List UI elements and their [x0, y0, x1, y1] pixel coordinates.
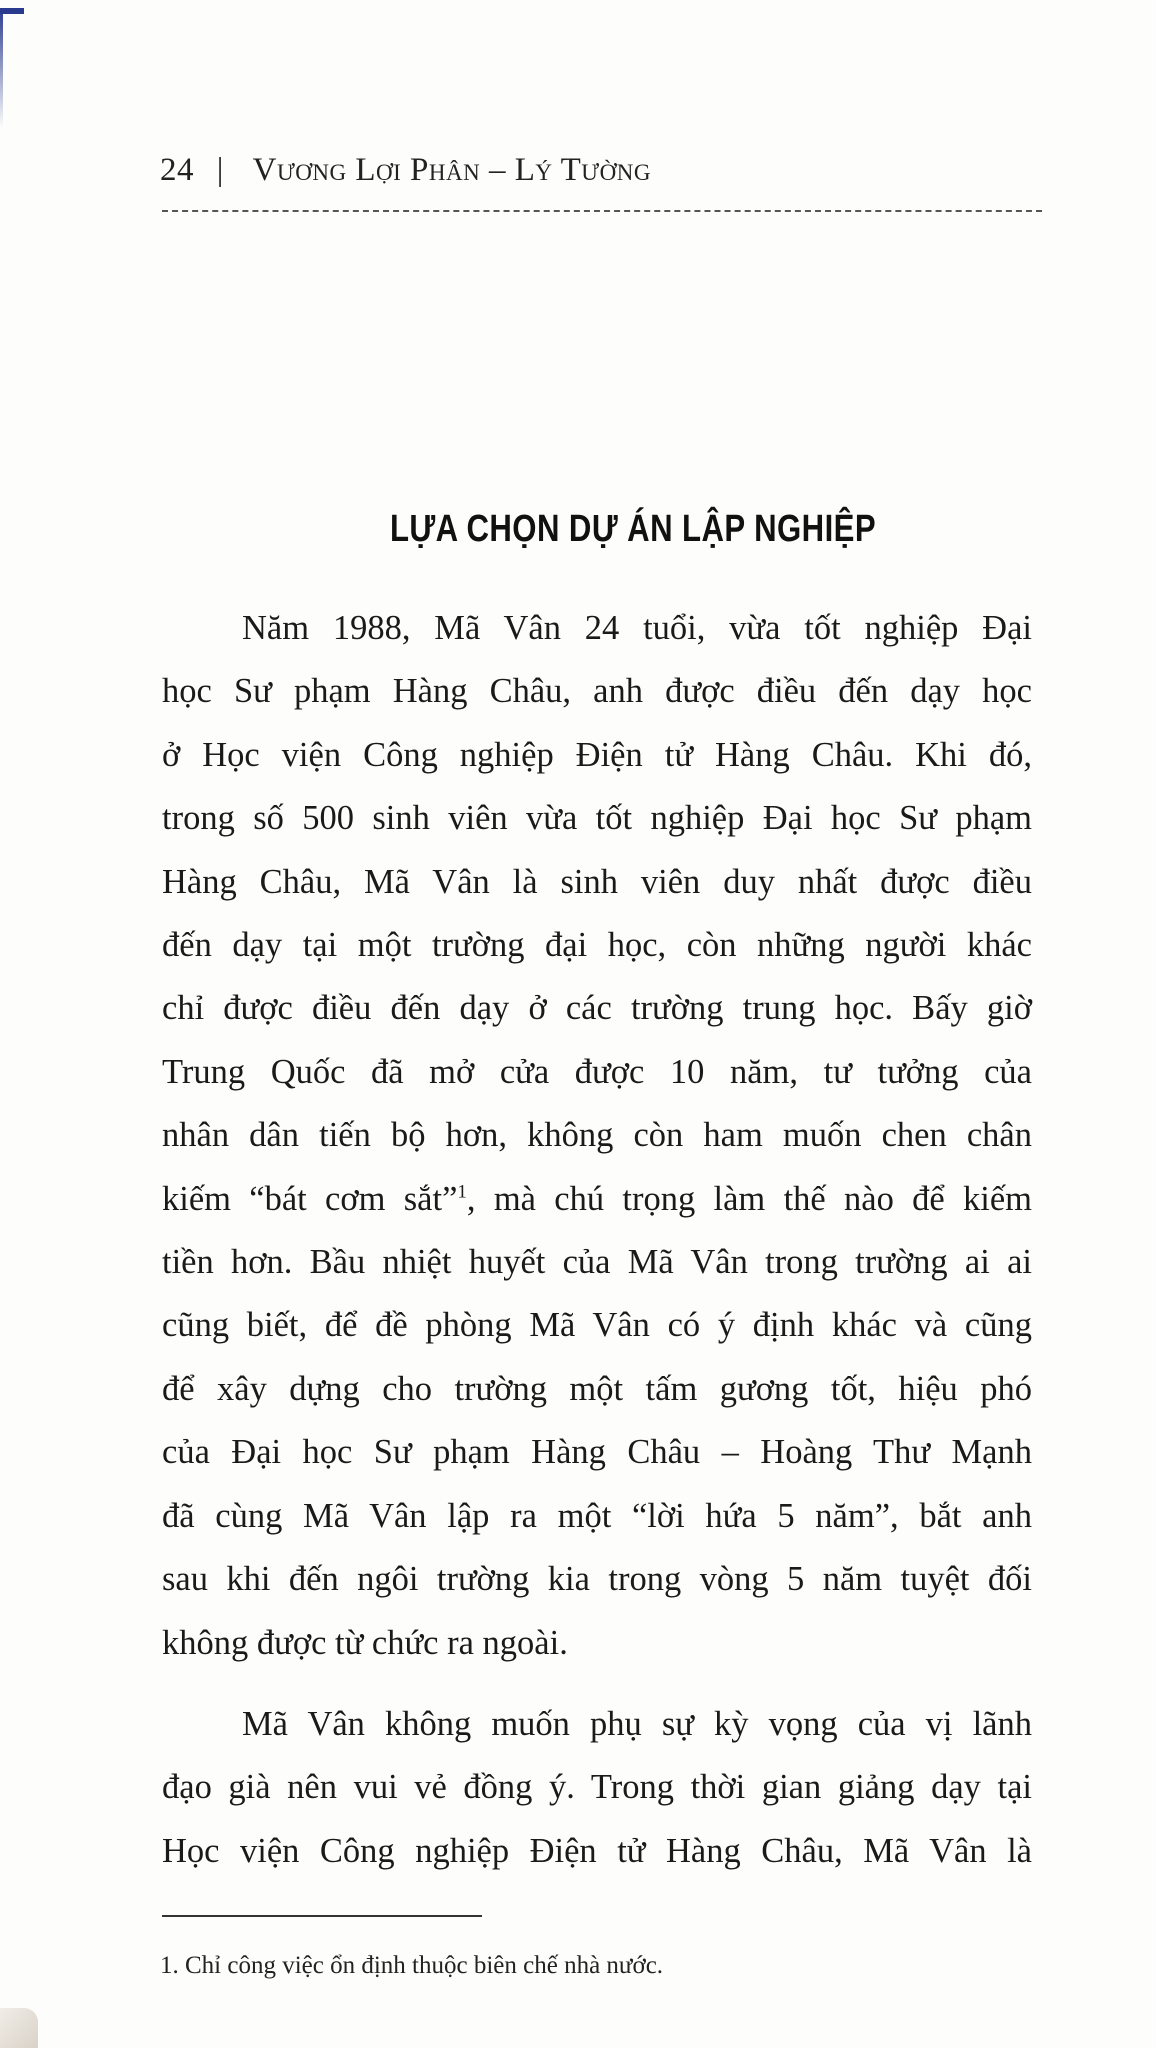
text-line: sau khi đến ngôi trường kia trong vòng 5 năm tuyệt đối	[162, 1560, 1032, 1599]
page-number: 24	[160, 152, 194, 188]
text-line: tiền hơn. Bầu nhiệt huyết của Mã Vân trong trường ai ai	[162, 1243, 1032, 1282]
text-segment: kiếm “bát cơm sắt”	[162, 1179, 458, 1218]
text-segment: , mà chú trọng làm thế nào để kiếm	[466, 1179, 1032, 1218]
text-line-with-footnote	[162, 1168, 1032, 1231]
paragraph-1	[162, 597, 1032, 1675]
text-line: chỉ được điều đến dạy ở các trường trung học. Bấy giờ	[162, 989, 1032, 1028]
scan-edge-mark	[0, 8, 24, 14]
footnote: 1. Chỉ công việc ổn định thuộc biên chế nhà nước.	[160, 1952, 664, 1979]
paragraph-2	[162, 1693, 1032, 1883]
text-line: của Đại học Sư phạm Hàng Châu – Hoàng Thư Mạnh	[162, 1433, 1032, 1472]
header-separator: |	[216, 152, 224, 188]
text-line: đã cùng Mã Vân lập ra một “lời hứa 5 năm”, bắt anh	[162, 1496, 1032, 1535]
text-line: Học viện Công nghiệp Điện tử Hàng Châu, Mã Vân là	[162, 1831, 1032, 1870]
running-title: Vương Lợi Phân – Lý Tường	[252, 152, 651, 188]
header-dashed-rule	[162, 210, 1042, 212]
text-line: học Sư phạm Hàng Châu, anh được điều đến dạy học	[162, 672, 1032, 711]
paragraph-gap	[162, 1675, 1032, 1693]
text-line: trong số 500 sinh viên vừa tốt nghiệp Đại học Sư phạm	[162, 799, 1032, 838]
text-line: không được từ chức ra ngoài.	[162, 1623, 568, 1662]
text-line: cũng biết, để đề phòng Mã Vân có ý định khác và cũng	[162, 1306, 1032, 1345]
footnote-reference[interactable]: 1	[457, 1181, 467, 1203]
text-line: Mã Vân không muốn phụ sự kỳ vọng của vị lãnh	[242, 1704, 1032, 1743]
text-line: đến dạy tại một trường đại học, còn những người khác	[162, 926, 1032, 965]
body-text	[162, 597, 1032, 1883]
scan-edge-shadow	[0, 8, 3, 128]
text-line: Năm 1988, Mã Vân 24 tuổi, vừa tốt nghiệp Đại	[242, 609, 1032, 647]
chapter-heading: LỰA CHỌN DỰ ÁN LẬP NGHIỆP	[389, 508, 877, 550]
scan-page-corner	[0, 2008, 38, 2048]
text-line: Trung Quốc đã mở cửa được 10 năm, tư tưởng của	[162, 1052, 1032, 1091]
text-line: Hàng Châu, Mã Vân là sinh viên duy nhất được điều	[162, 862, 1032, 901]
text-line: đạo già nên vui vẻ đồng ý. Trong thời gian giảng dạy tại	[162, 1768, 1032, 1807]
footnote-rule	[162, 1915, 482, 1917]
running-header	[160, 152, 651, 189]
text-line: ở Học viện Công nghiệp Điện tử Hàng Châu. Khi đó,	[162, 735, 1032, 774]
text-line: nhân dân tiến bộ hơn, không còn ham muốn chen chân	[162, 1116, 1032, 1155]
text-line: để xây dựng cho trường một tấm gương tốt, hiệu phó	[162, 1369, 1032, 1408]
